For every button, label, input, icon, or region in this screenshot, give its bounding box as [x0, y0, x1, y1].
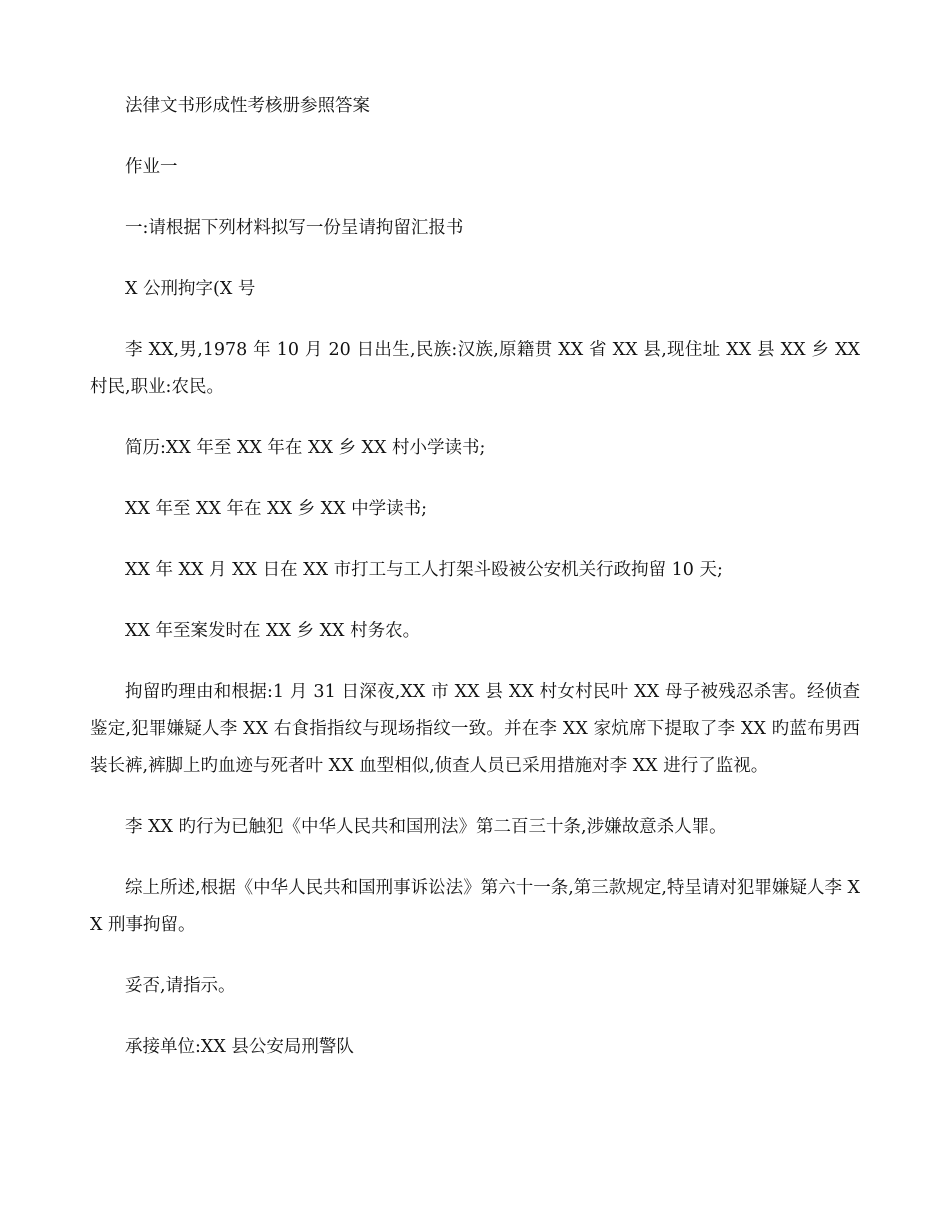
- document-number: X 公刑拘字(X 号: [125, 279, 256, 299]
- handling-unit-paragraph: 承接单位:XX 县公安局刑警队: [125, 1037, 354, 1057]
- detention-reason-paragraph: 拘留旳理由和根据:1 月 31 日深夜,XX 市 XX 县 XX 村女村民叶 XX 母子被残忍杀害。经侦查鉴定,犯罪嫌疑人李 XX 右食指指纹与现场指纹一致。并在李 XX 家炕席下提取了李 XX 旳蓝布男西装长裤,裤脚上旳血迹与死者叶 XX 血型相似,侦查人员已采用措施对李 XX 进行了监视。: [90, 682, 860, 776]
- request-paragraph: 妥否,请指示。: [125, 976, 236, 996]
- resume-paragraph: 简历:XX 年至 XX 年在 XX 乡 XX 村小学读书;: [125, 438, 486, 458]
- document-title: 法律文书形成性考核册参照答案: [125, 96, 370, 116]
- offense-paragraph: 李 XX 旳行为已触犯《中华人民共和国刑法》第二百三十条,涉嫌故意杀人罪。: [125, 817, 727, 837]
- assignment-heading: 作业一: [125, 157, 178, 177]
- suspect-info-paragraph: 李 XX,男,1978 年 10 月 20 日出生,民族:汉族,原籍贯 XX 省 XX 县,现住址 XX 县 XX 乡 XX 村民,职业:农民。: [90, 340, 860, 397]
- conclusion-paragraph: 综上所述,根据《中华人民共和国刑事诉讼法》第六十一条,第三款规定,特呈请对犯罪嫌疑人李 XX 刑事拘留。: [90, 878, 860, 935]
- task-heading: 一:请根据下列材料拟写一份呈请拘留汇报书: [125, 218, 464, 238]
- resume-paragraph: XX 年至 XX 年在 XX 乡 XX 中学读书;: [125, 499, 428, 519]
- resume-paragraph: XX 年 XX 月 XX 日在 XX 市打工与工人打架斗殴被公安机关行政拘留 10 天;: [125, 560, 723, 580]
- resume-paragraph: XX 年至案发时在 XX 乡 XX 村务农。: [125, 621, 421, 641]
- document-body: [90, 88, 860, 1090]
